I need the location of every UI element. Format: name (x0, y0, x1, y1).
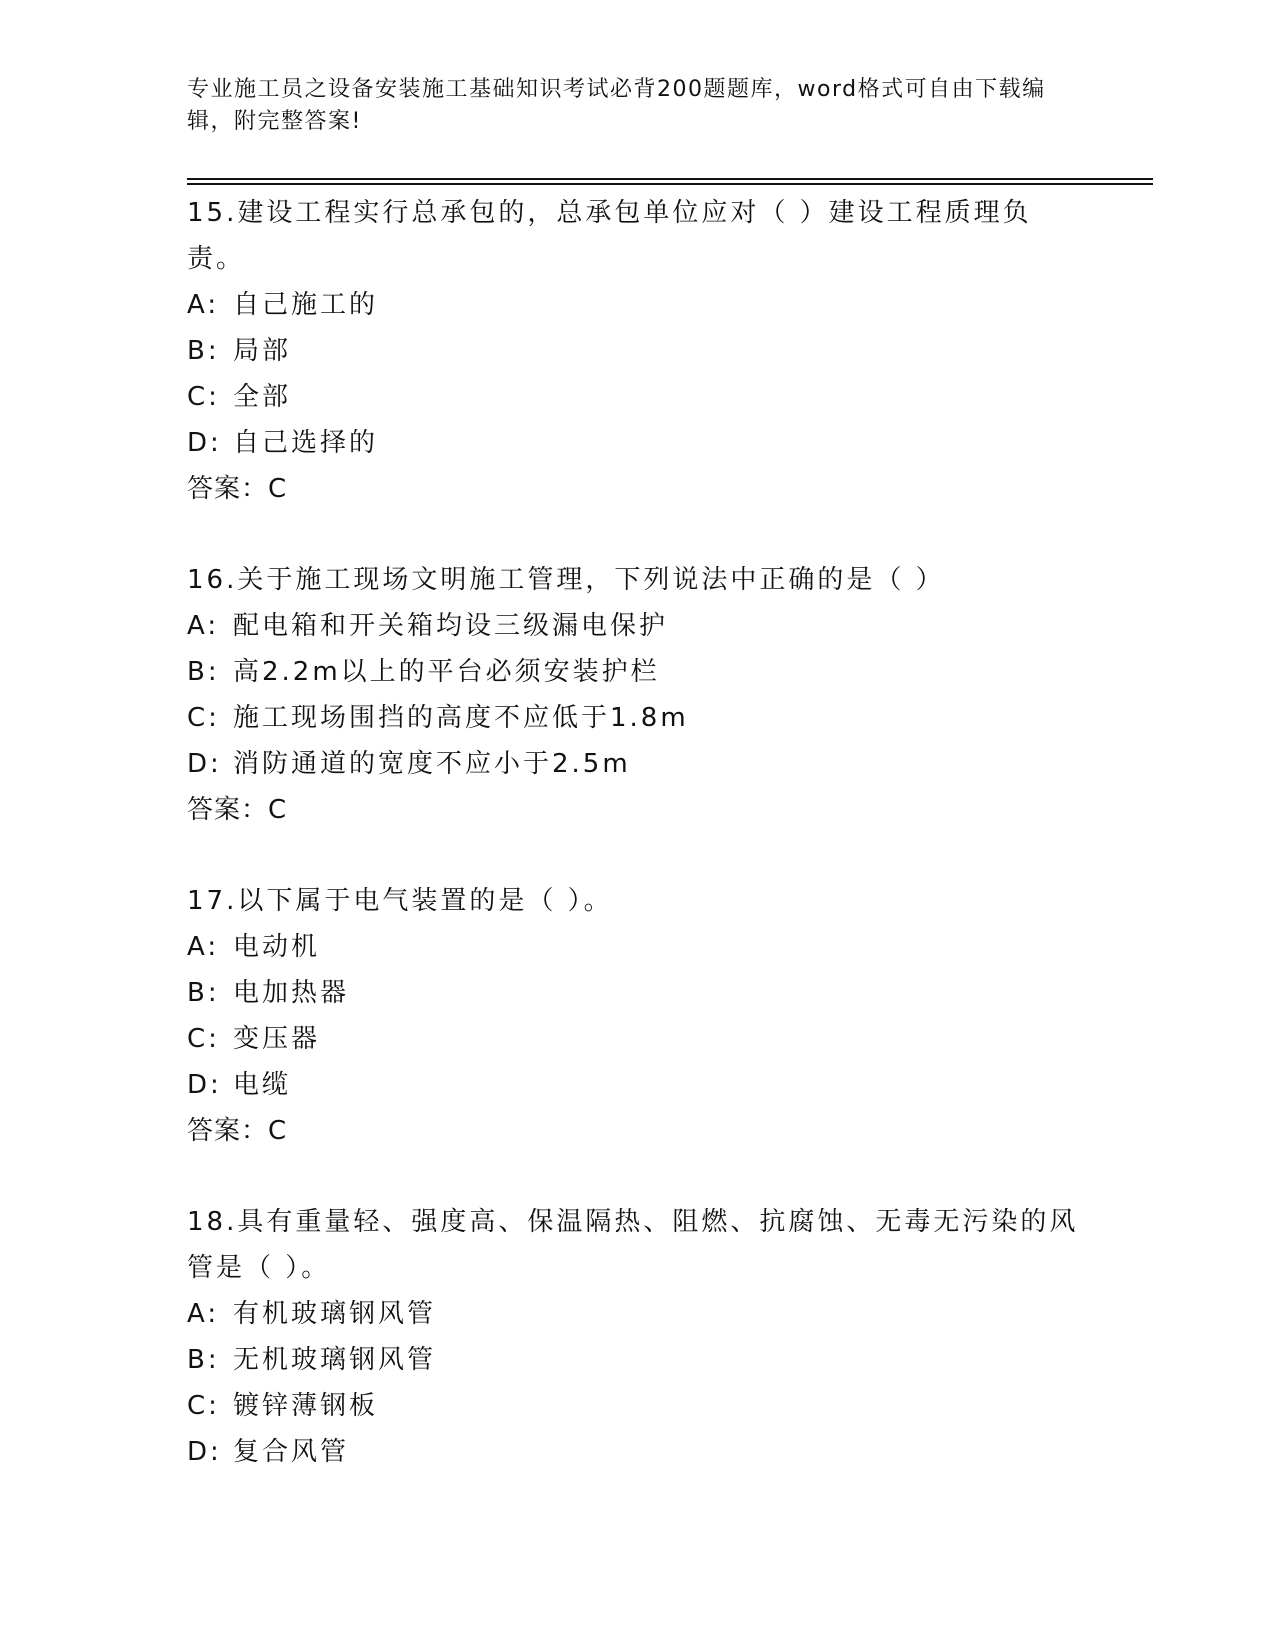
question-stem: 16.关于施工现场文明施工管理，下列说法中正确的是（ ） (187, 565, 945, 595)
option-letter: B: (187, 1345, 220, 1375)
option-text: 电动机 (233, 932, 321, 962)
option-text: 自己施工的 (233, 290, 379, 320)
answer-line: 答案：C (187, 1116, 288, 1146)
option-c (187, 374, 1087, 420)
option-letter: C: (187, 382, 220, 412)
option-text: 局部 (233, 336, 292, 366)
header-divider-bottom (187, 183, 1153, 185)
question-stem: 18.具有重量轻、强度高、保温隔热、阻燃、抗腐蚀、无毒无污染的风管是（ ）。 (187, 1207, 1079, 1283)
answer-line: 答案：C (187, 795, 288, 825)
option-a (187, 603, 1087, 649)
option-letter: B: (187, 978, 220, 1008)
option-b (187, 328, 1087, 374)
option-letter: A: (187, 1299, 220, 1329)
question-spacer (187, 512, 1087, 557)
answer-line: 答案：C (187, 474, 288, 504)
option-text: 有机玻璃钢风管 (233, 1299, 437, 1329)
question-18 (187, 1199, 1087, 1475)
option-text: 电加热器 (233, 978, 350, 1008)
option-letter: C: (187, 1024, 220, 1054)
question-16 (187, 557, 1087, 833)
option-text: 无机玻璃钢风管 (233, 1345, 437, 1375)
option-text: 电缆 (233, 1070, 292, 1100)
option-text: 自己选择的 (233, 428, 379, 458)
option-letter: A: (187, 932, 220, 962)
option-b (187, 970, 1087, 1016)
option-letter: D: (187, 1437, 222, 1467)
option-letter: D: (187, 749, 222, 779)
option-b (187, 1337, 1087, 1383)
option-text: 复合风管 (233, 1437, 350, 1467)
question-list (187, 190, 1087, 1475)
option-letter: B: (187, 336, 220, 366)
option-letter: A: (187, 611, 220, 641)
header-divider-top (187, 178, 1153, 180)
option-letter: D: (187, 428, 222, 458)
option-text: 高2.2m以上的平台必须安装护栏 (233, 657, 660, 687)
option-letter: A: (187, 290, 220, 320)
option-c (187, 1383, 1087, 1429)
option-b (187, 649, 1087, 695)
option-text: 配电箱和开关箱均设三级漏电保护 (233, 611, 669, 641)
option-c (187, 695, 1087, 741)
option-text: 施工现场围挡的高度不应低于1.8m (233, 703, 689, 733)
option-letter: B: (187, 657, 220, 687)
option-d (187, 1429, 1087, 1475)
option-text: 全部 (233, 382, 292, 412)
document-header: 专业施工员之设备安装施工基础知识考试必背200题题库，word格式可自由下载编辑，附完整答案! (187, 77, 1046, 134)
question-17 (187, 878, 1087, 1154)
option-c (187, 1016, 1087, 1062)
option-d (187, 1062, 1087, 1108)
question-stem: 17.以下属于电气装置的是（ ）。 (187, 886, 613, 916)
question-stem: 15.建设工程实行总承包的，总承包单位应对（ ）建设工程质理负责。 (187, 198, 1032, 274)
option-a (187, 1291, 1087, 1337)
option-d (187, 741, 1087, 787)
option-text: 镀锌薄钢板 (233, 1391, 379, 1421)
option-letter: C: (187, 1391, 220, 1421)
option-a (187, 924, 1087, 970)
option-letter: C: (187, 703, 220, 733)
question-15 (187, 190, 1087, 512)
option-letter: D: (187, 1070, 222, 1100)
question-spacer (187, 1154, 1087, 1199)
question-spacer (187, 833, 1087, 878)
option-d (187, 420, 1087, 466)
option-text: 消防通道的宽度不应小于2.5m (233, 749, 631, 779)
option-a (187, 282, 1087, 328)
option-text: 变压器 (233, 1024, 321, 1054)
